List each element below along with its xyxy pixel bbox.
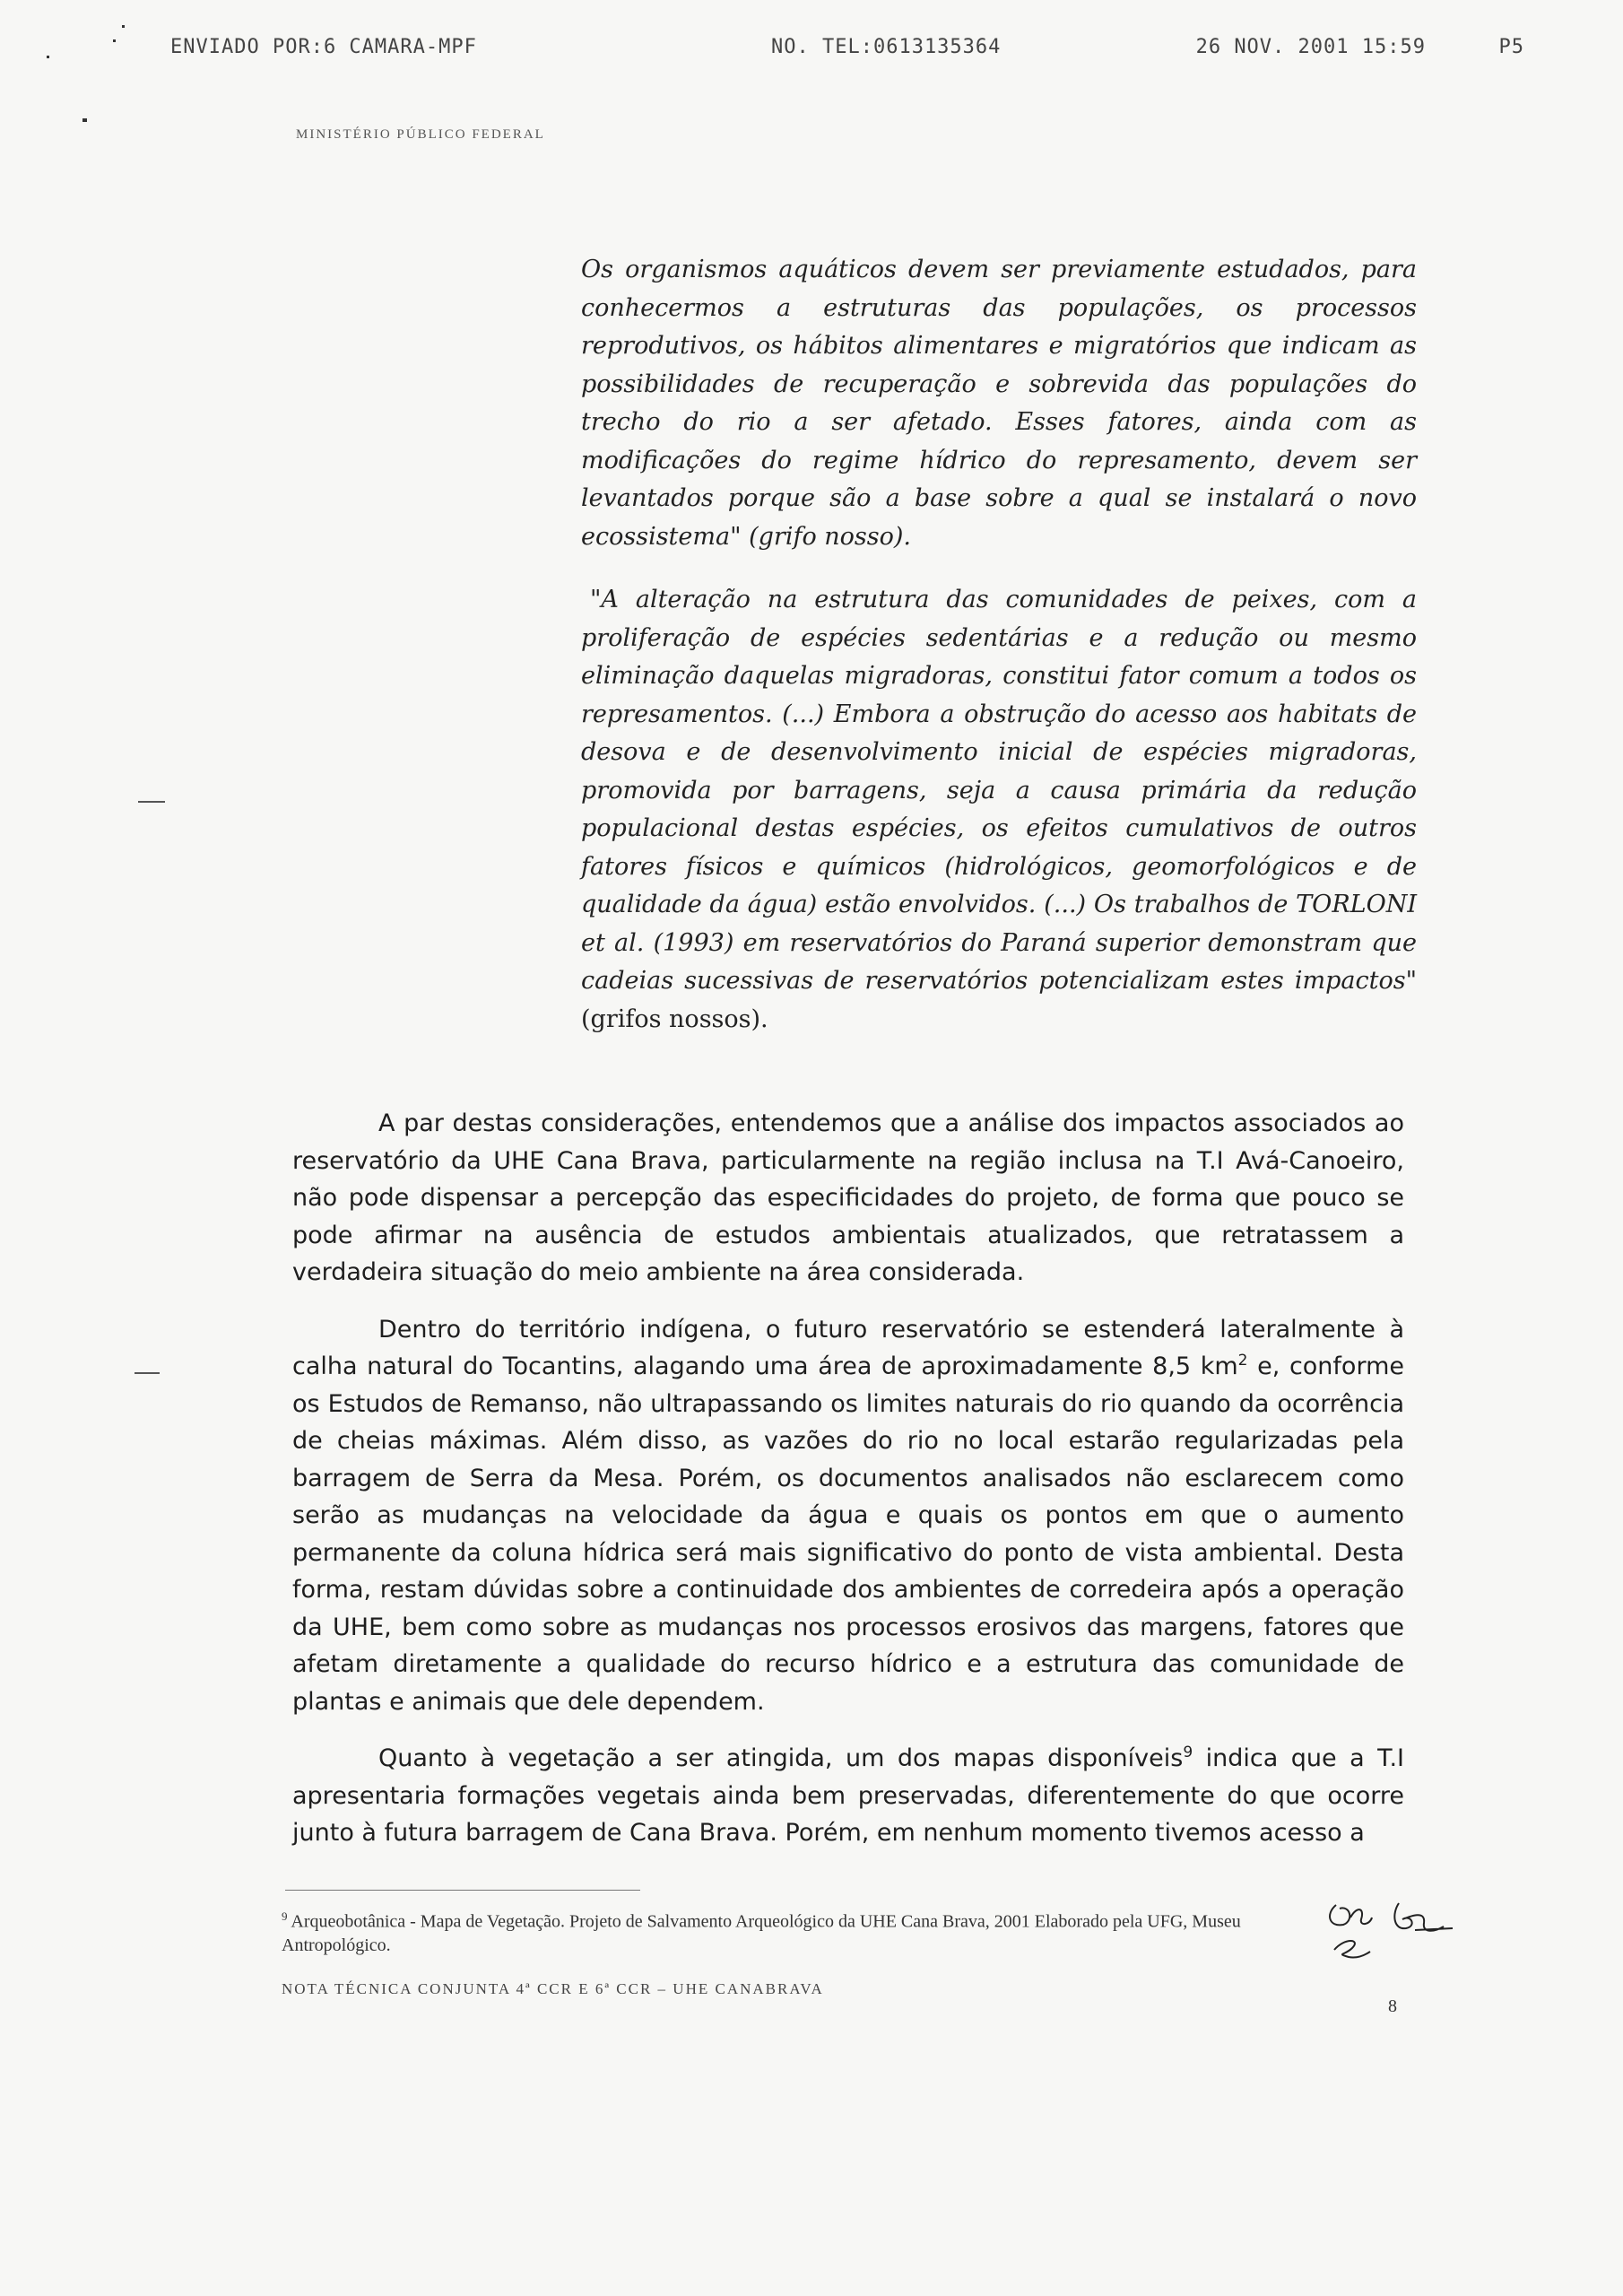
- scan-mark: [138, 801, 165, 803]
- agency-header: MINISTÉRIO PÚBLICO FEDERAL: [296, 127, 545, 142]
- footnote-marker: 9: [282, 1909, 288, 1923]
- footnote-reference: 9: [1183, 1744, 1193, 1761]
- scan-speck: [47, 56, 49, 58]
- page-number: 8: [1388, 1996, 1397, 2016]
- fax-sender: ENVIADO POR:6 CAMARA-MPF: [170, 36, 477, 58]
- superscript: 2: [1237, 1352, 1248, 1370]
- fax-page: P5: [1498, 36, 1524, 58]
- body-text-span: e, conforme os Estudos de Remanso, não ultrapassando os limites naturais do rio quando da ocorrência de cheias máximas. Além disso, as vazões do rio no local estarão regularizadas pela barragem de Serra da Mesa. Porém, os documentos analisados não esclarecem como serão as mudanças na velocidade da água e quais os pontos em que o aumento permanente da coluna hídrica será mais significativo do ponto de vista ambiental. Desta forma, restam dúvidas sobre a continuidade dos ambientes de corredeira após a operação da UHE, bem como sobre as mudanças nos processos erosivos das margens, fatores que afetam diretamente a qualidade do recurso hídrico e a estrutura das comunidade de plantas e animais que dele dependem.: [292, 1352, 1404, 1716]
- quote-paragraph: Os organismos aquáticos devem ser previamente estudados, para conhecermos a estruturas das populações, os processos reprodutivos, os hábitos alimentares e migratórios que indicam as possibilidades de recuperação e sobrevida das populações do trecho do rio a ser afetado. Esses fatores, ainda com as modificações do regime hídrico do represamento, devem ser levantados porque são a base sobre a qual se instalará o novo ecossistema" (grifo nosso).: [581, 256, 1417, 551]
- scan-mark: [135, 1372, 160, 1374]
- body-text-span: indica que a T.I apresentaria formações vegetais ainda bem preservadas, diferentemente do que ocorre junto à futura barragem de Cana Brava. Porém, em nenhum momento tivemos acesso a: [292, 1744, 1404, 1847]
- body-text-span: Quanto à vegetação a ser atingida, um dos mapas disponíveis: [378, 1744, 1184, 1772]
- document-footer: NOTA TÉCNICA CONJUNTA 4ª CCR E 6ª CCR – UHE CANABRAVA: [282, 1980, 824, 1997]
- body-paragraph: A par destas considerações, entendemos que a análise dos impactos associados ao reservatório da UHE Cana Brava, particularmente na região inclusa na T.I Avá-Canoeiro, não pode dispensar a percepção das especificidades do projeto, de forma que pouco se pode afirmar na ausência de estudos ambientais atualizados, que retratassem a verdadeira situação do meio ambiente na área considerada.: [292, 1109, 1404, 1286]
- fax-date: 26 NOV. 2001 15:59: [1195, 36, 1426, 58]
- body-paragraph: [292, 1740, 1404, 1852]
- body-paragraph: [292, 1311, 1404, 1721]
- scan-speck: [82, 118, 87, 122]
- fax-number: NO. TEL:0613135364: [771, 36, 1002, 58]
- footnote-text: Arqueobotânica - Mapa de Vegetação. Projeto de Salvamento Arqueológico da UHE Cana Brava, 2001 Elaborado pela UFG, Museu Antropológico.: [282, 1911, 1241, 1955]
- body-text: [292, 1105, 1404, 1872]
- quote-paragraph: [581, 581, 1417, 1039]
- quote-text: "A alteração na estrutura das comunidades de peixes, com a proliferação de espécies sedentárias e a redução ou mesmo eliminação daquelas migradoras, constitui fator comum a todos os represamentos. (...) Embora a obstrução do acesso aos habitats de desova e de desenvolvimento inicial de espécies migradoras, promovida por barragens, seja a causa primária da redução populacional destas espécies, os efeitos cumulativos de outros fatores físicos e químicos (hidrológicos, geomorfológicos e de qualidade da água) estão envolvidos. (...) Os trabalhos de TORLONI et al. (1993) em reservatórios do Paraná superior demonstram que cadeias sucessivas de reservatórios potencializam estes impactos": [581, 586, 1417, 995]
- quoted-excerpt: [581, 251, 1417, 1064]
- scan-speck: [113, 39, 116, 42]
- fax-header: [170, 36, 1524, 72]
- scan-speck: [122, 25, 125, 28]
- footnote-divider: [285, 1890, 640, 1891]
- handwritten-initials: [1318, 1878, 1462, 1968]
- footnote: [282, 1905, 1286, 1957]
- quote-grifo: (grifos nossos).: [581, 1004, 768, 1033]
- body-text-span: Dentro do território indígena, o futuro reservatório se estenderá lateralmente à calha natural do Tocantins, alagando uma área de aproximadamente 8,5 km: [292, 1315, 1404, 1380]
